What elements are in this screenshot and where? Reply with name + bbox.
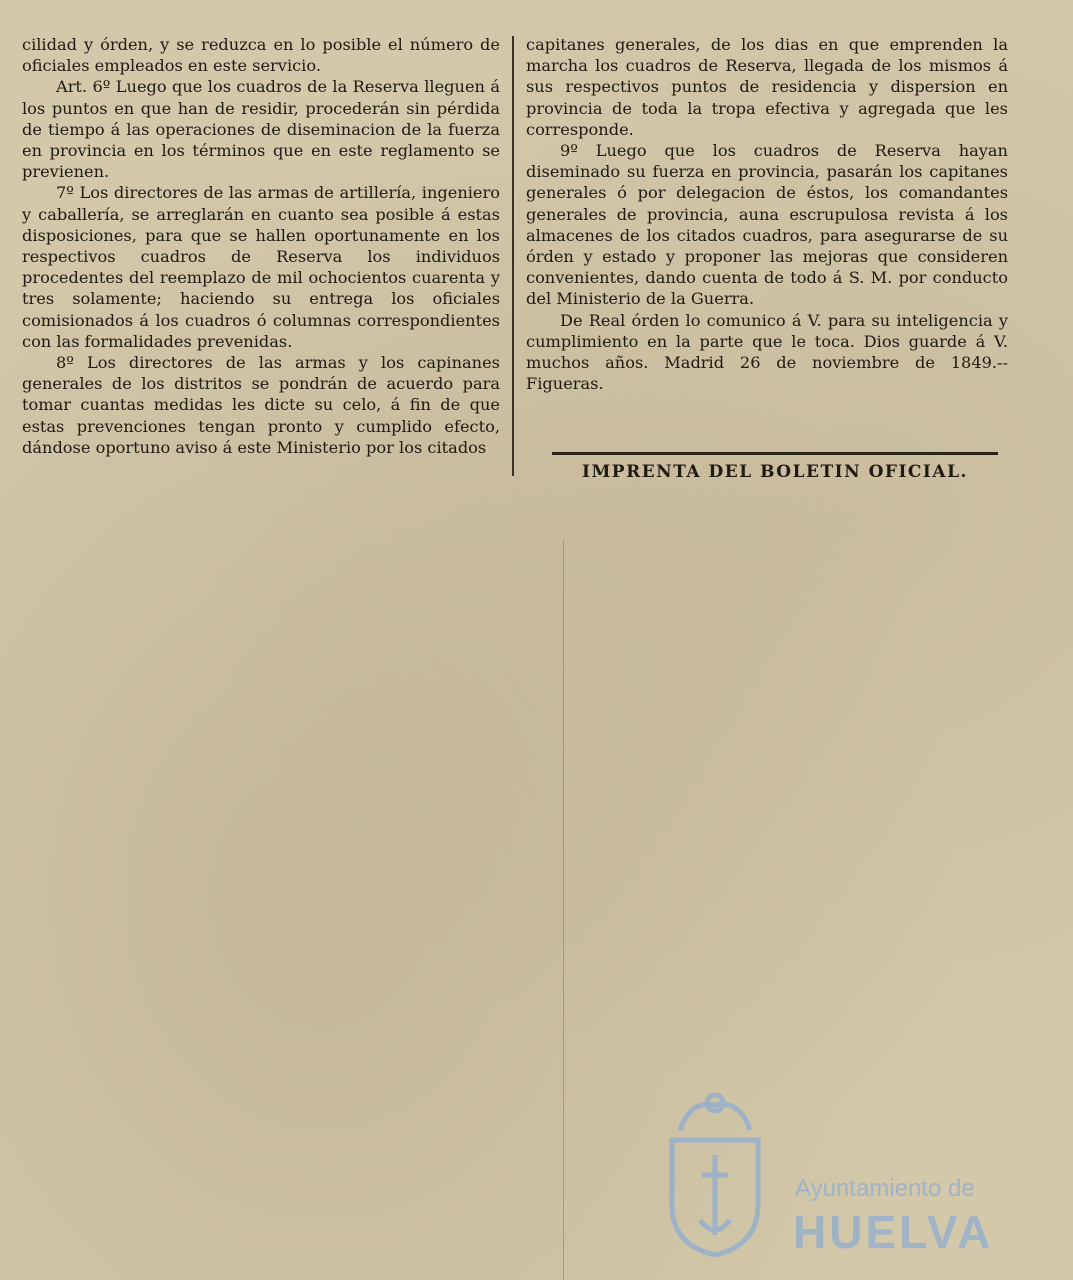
left-column (22, 34, 500, 458)
paragraph-article-9: 9º Luego que los cuadros de Reserva hayan diseminado su fuerza en provincia, pasarán los capitanes generales ó por delegacion de éstos, los comandantes generales de provincia, auna escrupulosa revista á los almacenes de los citados cuadros, para asegurarse de su órden y estado y proponer las mejoras que consideren convenientes, dando cuenta de todo á S. M. por conducto del Ministerio de la Guerra. (526, 141, 1008, 309)
bleed-through-divider (563, 540, 564, 1280)
watermark-line-2: HUELVA (793, 1206, 994, 1258)
watermark (660, 1085, 1020, 1265)
coat-of-arms-icon (660, 1085, 770, 1260)
paragraph-article-7: 7º Los directores de las armas de artillería, ingeniero y caballería, se arreglarán en cuanto sea posible á estas disposiciones, para que se hallen oportunamente en los respectivos cuadros de Reserva los individuos procedentes del reemplazo de mil ochocientos cuarenta y tres solamente; haciendo su entrega los oficiales comisionados á los cuadros ó columnas correspondientes con las formalidades prevenidas. (22, 183, 500, 351)
paragraph-continuation: cilidad y órden, y se reduzca en lo posible el número de oficiales empleados en este servicio. (22, 35, 500, 76)
paragraph-continuation-right: capitanes generales, de los dias en que emprenden la marcha los cuadros de Reserva, llegada de los mismos á sus respectivos puntos de residencia y dispersion en provincia de toda la tropa efectiva y agregada que les corresponde. (526, 35, 1008, 139)
watermark-line-1: Ayuntamiento de (795, 1175, 975, 1202)
paragraph-article-8: 8º Los directores de las armas y los capinanes generales de los distritos se pondrán de acuerdo para tomar cuantas medidas les dicte su celo, á fin de que estas prevenciones tengan pronto y cumplido efecto, dándose oportuno aviso á este Ministerio por los citados (22, 353, 500, 457)
paragraph-closing: De Real órden lo comunico á V. para su inteligencia y cumplimiento en la parte que le toca. Dios guarde á V. muchos años. Madrid 26 de noviembre de 1849.--Figueras. (526, 310, 1008, 394)
imprint-line: IMPRENTA DEL BOLETIN OFICIAL. (582, 462, 968, 482)
paragraph-article-6: Art. 6º Luego que los cuadros de la Reserva lleguen á los puntos en que han de residir, procederán sin pérdida de tiempo á las operaciones de diseminacion de la fuerza en provincia en los términos que en este reglamento se previenen. (22, 77, 500, 182)
imprint-rule (552, 452, 998, 455)
right-column (526, 34, 1008, 394)
column-divider (512, 36, 514, 476)
